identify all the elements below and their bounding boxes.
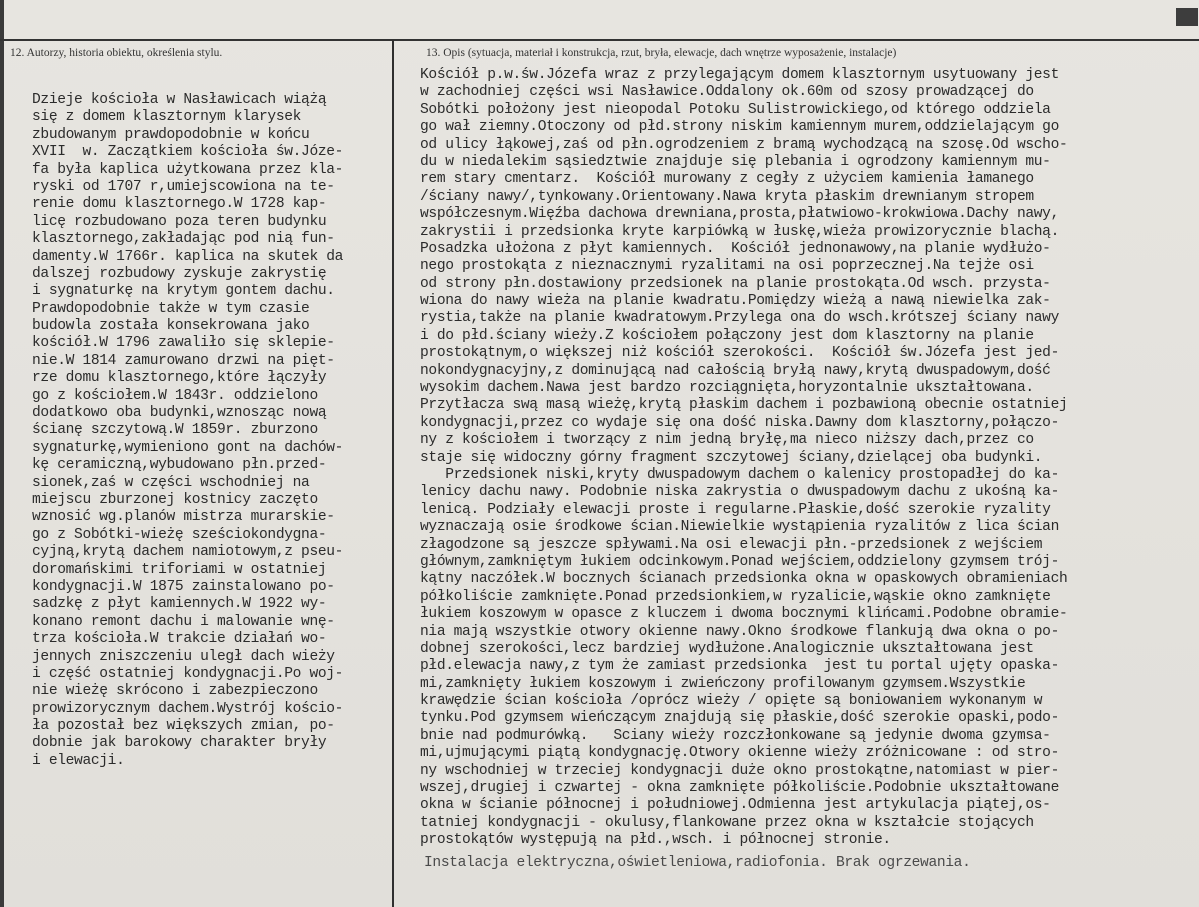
history-text-line: sionek,zaś w części wschodniej na xyxy=(32,474,310,491)
description-text-line: dobnej szerokości,lecz bardziej wydłużone.Analogicznie ukształtowana jest xyxy=(420,640,1034,657)
history-text-line: cyjną,krytą dachem namiotowym,z pseu- xyxy=(32,544,344,561)
history-text-line: licę rozbudowano poza teren budynku xyxy=(32,213,327,230)
history-text-line: rze domu klasztornego,które łączyły xyxy=(32,370,327,387)
section-12-header: 12. Autorzy, historia obiektu, określenia stylu. xyxy=(10,47,223,59)
history-text-line: nie wieżę skrócono i zabezpieczono xyxy=(32,683,318,700)
description-text-line: go wał ziemny.Otoczony od płd.strony niskim kamiennym murem,oddzielającym go xyxy=(420,119,1059,136)
description-text-line: nego prostokąta z nieznacznymi ryzalitami na osi poprzecznej.Na tejże osi xyxy=(420,258,1034,275)
history-text-line: ła pozostał bez większych zmian, po- xyxy=(32,718,335,735)
description-text-line: krawędzie ścian kościoła /oprócz wieży / opięte są boniowaniem wykonanym w xyxy=(420,693,1043,710)
description-text-line: nokondygnacyjny,z dominującą nad całością bryłą nawy,krytą dwuspadowym,dość xyxy=(420,362,1051,379)
description-text-line: głównym,zamkniętym łukiem odcinkowym.Ponad wejściem,oddzielony gzymsem trój- xyxy=(420,553,1059,570)
history-text-line: klasztornego,zakładając pod nią fun- xyxy=(32,231,335,248)
description-text-line: mi,zamknięty łukiem koszowym i zwieńczony profilowanym gzymsem.Wszystkie xyxy=(420,675,1026,692)
description-text-line: od ulicy łąkowej,zaś od płn.ogrodzeniem z bramą wychodzącą na szosę.Od wscho- xyxy=(420,136,1068,153)
description-text-line: rystia,także na planie kwadratowym.Przylega ona do wsch.krótszej ściany nawy xyxy=(420,310,1059,327)
description-text-line: prostokątnym,o większej niż kościół szerokości. Kościół św.Józefa jest jed- xyxy=(420,345,1059,362)
history-text-line: trza kościoła.W trakcie działań wo- xyxy=(32,631,327,648)
history-text-line: zbudowanym prawdopodobnie w końcu xyxy=(32,126,310,143)
description-text-line: kątny naczółek.W bocznych ścianach przedsionka okna w opaskowych obramieniach xyxy=(420,571,1068,588)
history-text-line: i sygnaturkę na krytym gontem dachu. xyxy=(32,283,335,300)
description-text-line: mi,ujmującymi piątą kondygnację.Otwory okienne wieży zróżnicowane : od stro- xyxy=(420,745,1059,762)
description-text-line: Sobótki położony jest nieopodal Potoku Sulistrowickiego,od którego oddziela xyxy=(420,101,1051,118)
history-text-line: ścianę szczytową.W 1859r. zburzono xyxy=(32,422,318,439)
history-text-line: dodatkowo oba budynki,wznosząc nową xyxy=(32,405,327,422)
history-text-line: go z kościołem.W 1843r. oddzielono xyxy=(32,387,318,404)
history-text-line: nie.W 1814 zamurowano drzwi na pięt- xyxy=(32,352,335,369)
history-text-line: go z Sobótki-wieżę sześciokondygna- xyxy=(32,526,327,543)
description-text-line: współczesnym.Więźba dachowa drewniana,prosta,płatwiowo-krokwiowa.Dachy nawy, xyxy=(420,206,1059,223)
history-text-line: się z domem klasztornym klarysek xyxy=(32,109,302,126)
description-text-line: płd.elewacja nawy,z tym że zamiast przedsionka jest tu portal ujęty opaska- xyxy=(420,658,1059,675)
history-text-line: wznosić wg.planów mistrza murarskie- xyxy=(32,509,335,526)
corner-mark xyxy=(1176,8,1198,26)
history-text-line: kę ceramiczną,wybudowano płn.przed- xyxy=(32,457,327,474)
description-text-line: zakrystii i przedsionka kryte karpiówką w łuskę,wieża prowizorycznie blachą. xyxy=(420,223,1059,240)
description-text-line: Przedsionek niski,kryty dwuspadowym dachem o kalenicy prostopadłej do ka- xyxy=(420,466,1059,483)
description-text-line: złagodzone są jeszcze spływami.Na osi elewacji płn.-przedsionek z wejściem xyxy=(420,536,1043,553)
description-text-line: lenicą. Podziały elewacji proste i regularne.Płaskie,dość szerokie ryzality xyxy=(420,501,1051,518)
description-text-line: ny z kościołem i tworzący z nim jedną bryłę,ma nieco niższy dach,przez co xyxy=(420,432,1034,449)
description-text-line: Kościół p.w.św.Józefa wraz z przylegającym domem klasztornym usytuowany jest xyxy=(420,67,1059,83)
history-text-line: fa była kaplica użytkowana przez kla- xyxy=(32,161,344,178)
history-text-line: renie domu klasztornego.W 1728 kap- xyxy=(32,196,327,213)
history-text-line: Dzieje kościoła w Nasławicach wiążą xyxy=(32,92,327,108)
history-text-line: konano remont dachu i malowanie wnę- xyxy=(32,613,335,630)
description-text-line: półkoliście zamknięte.Ponad przedsionkiem,w ryzalicie,wąskie okno zamknięte xyxy=(420,588,1051,605)
history-text-line: sadzkę z płyt kamiennych.W 1922 wy- xyxy=(32,596,327,613)
description-text-line: wysokim dachem.Nawa jest bardzo rozciągnięta,horyzontalnie ukształtowana. xyxy=(420,380,1034,397)
description-text-line: bnie nad podmurówką. Sciany wieży rozczłonkowane są jedynie dwoma gzymsa- xyxy=(420,727,1051,744)
description-text-line: nia mają wszystkie otwory okienne nawy.Okno środkowe flankują dwa okna o po- xyxy=(420,623,1059,640)
description-text-line: łukiem koszowym w opasce z kluczem i dwoma bocznymi klińcami.Podobne obramie- xyxy=(420,606,1068,623)
description-text-line: du w niedalekim sąsiedztwie znajduje się plebania i ogrodzony kamiennym mu- xyxy=(420,153,1051,170)
description-text-line: wiona do nawy wieża na planie kwadratu.Pomiędzy wieżą a nawą niewielka zak- xyxy=(420,293,1051,310)
description-text-line: i do płd.ściany wieży.Z kościołem połączony jest dom klasztorny na planie xyxy=(420,327,1034,344)
history-text-line: prowizorycznym dachem.Wystrój kościo- xyxy=(32,700,344,717)
section-13-header: 13. Opis (sytuacja, materiał i konstrukcja, rzut, bryła, elewacje, dach wnętrze wyposażenie, instalacje) xyxy=(426,47,897,59)
description-text-line: lenicy dachu nawy. Podobnie niska zakrystia o dwuspadowym dachu z ukośną ka- xyxy=(420,484,1059,501)
history-text-line: ryski od 1707 r,umiejscowiona na te- xyxy=(32,178,335,195)
installations-line: Instalacja elektryczna,oświetleniowa,radiofonia. Brak ogrzewania. xyxy=(424,855,971,871)
description-text-line: wyznaczają osie środkowe ścian.Niewielkie wystąpienia ryzalitów z lica ścian xyxy=(420,519,1059,536)
description-text-line: kondygnacji,przez co wydaje się ona dość niska.Dawny dom klasztorny,połączo- xyxy=(420,414,1059,431)
history-text-line: miejscu zburzonej kostnicy zaczęto xyxy=(32,491,318,508)
description-text-line: okna w ścianie północnej i południowej.Odmienna jest artykulacja piątej,os- xyxy=(420,797,1051,814)
header-rule xyxy=(0,39,1199,41)
description-text-line: tatniej kondygnacji - okulusy,flankowane przez okna w kształcie stojących xyxy=(420,814,1034,831)
description-text-line: Posadzka ułożona z płyt kamiennych. Kościół jednonawowy,na planie wydłużo- xyxy=(420,240,1051,257)
description-text-line: od strony płn.dostawiony przedsionek na planie prostokąta.Od wsch. przysta- xyxy=(420,275,1051,292)
history-text-line: Prawdopodobnie także w tym czasie xyxy=(32,300,310,317)
description-text-line: prostokątów występują na płd.,wsch. i północnej stronie. xyxy=(420,832,891,849)
description-text-line: staje się widoczny górny fragment szczytowej ściany,dzielącej oba budynki. xyxy=(420,449,1043,466)
history-text-line: doromańskimi triforiami w ostatniej xyxy=(32,561,327,578)
history-text-line: kościół.W 1796 zawaliło się sklepie- xyxy=(32,335,335,352)
left-edge-border xyxy=(0,0,4,907)
description-text-line: rem stary cmentarz. Kościół murowany z cegły z użyciem kamienia łamanego xyxy=(420,171,1034,188)
history-text-line: jennych zniszczeniu uległ dach wieży xyxy=(32,648,335,665)
description-text-line: wszej,drugiej i czwartej - okna zamknięte półkoliście.Podobnie ukształtowane xyxy=(420,780,1059,797)
history-column xyxy=(32,92,388,770)
history-text-line: XVII w. Zaczątkiem kościoła św.Józe- xyxy=(32,144,344,161)
history-text-line: i część ostatniej kondygnacji.Po woj- xyxy=(32,665,344,682)
history-text-line: dobnie jak barokowy charakter bryły xyxy=(32,735,327,752)
description-text-line: tynku.Pod gzymsem wieńczącym znajdują się płaskie,dość szerokie opaski,podo- xyxy=(420,710,1059,727)
description-text-line: Przytłacza swą masą wieżę,krytą płaskim dachem i pozbawioną obecnie ostatniej xyxy=(420,397,1068,414)
history-text-line: dalszej rozbudowy zyskuje zakrystię xyxy=(32,265,327,282)
description-text-line: ny wschodniej w trzeciej kondygnacji duże okno prostokątne,natomiast w pier- xyxy=(420,762,1059,779)
history-text-line: damenty.W 1766r. kaplica na skutek da xyxy=(32,248,344,265)
description-column xyxy=(420,67,1195,850)
history-text-line: sygnaturkę,wymieniono gont na dachów- xyxy=(32,439,344,456)
description-text-line: /ściany nawy/,tynkowany.Orientowany.Nawa kryta płaskim drewnianym stropem xyxy=(420,188,1034,205)
history-text-line: kondygnacji.W 1875 zainstalowano po- xyxy=(32,578,335,595)
history-text-line: i elewacji. xyxy=(32,752,125,769)
description-text-line: w zachodniej części wsi Nasławice.Oddalony ok.60m od szosy prowadzącej do xyxy=(420,84,1034,101)
history-text-line: budowla została konsekrowana jako xyxy=(32,318,310,335)
column-divider xyxy=(392,40,394,907)
